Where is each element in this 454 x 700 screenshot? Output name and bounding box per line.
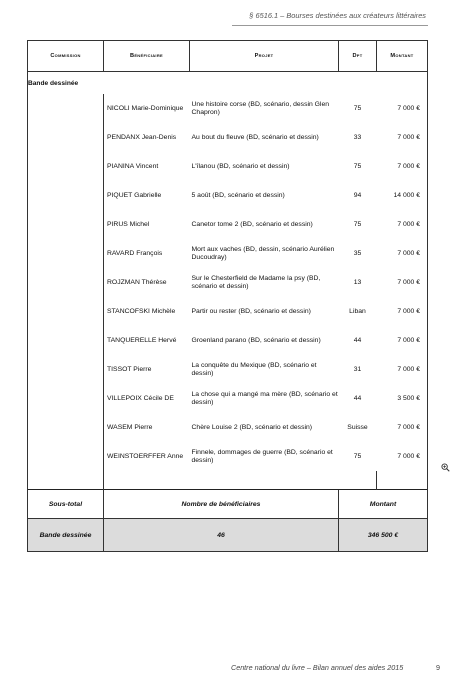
project-cell: Groenland parano (BD, scénario et dessin) [191, 336, 321, 344]
table-row [28, 210, 428, 239]
commission-cell [28, 413, 104, 442]
dpt-cell: 75 [353, 163, 362, 170]
subtotal-label: Sous-total [28, 490, 104, 519]
column-header-beneficiaire: Bénéficiaire [104, 41, 190, 72]
project-cell: Sur le Chesterfield de Madame la psy (BD, scénario et dessin) [191, 274, 321, 290]
dpt-cell: 13 [353, 279, 362, 286]
beneficiary-cell: NICOLI Marie-Dominique [107, 104, 184, 112]
amount-cell: 7 000 € [377, 268, 428, 297]
table-body [28, 72, 428, 472]
amount-cell: 7 000 € [377, 239, 428, 268]
project-cell: Partir ou rester (BD, scénario et dessin) [191, 307, 311, 315]
commission-cell [28, 181, 104, 210]
project-cell: La chose qui a mangé ma mère (BD, scénario et dessin) [191, 390, 338, 406]
commission-cell [28, 239, 104, 268]
project-cell: L'îlanou (BD, scénario et dessin) [191, 162, 290, 170]
commission-cell [28, 355, 104, 384]
amount-cell: 7 000 € [377, 94, 428, 123]
zoom-in-icon[interactable] [441, 463, 450, 472]
amount-cell: 7 000 € [377, 210, 428, 239]
table-row [28, 239, 428, 268]
column-header-montant: Montant [377, 41, 428, 72]
page-number: 9 [436, 663, 440, 672]
dpt-cell: 35 [353, 250, 362, 257]
table-row [28, 181, 428, 210]
dpt-cell: 94 [353, 192, 362, 199]
beneficiary-cell: PENDANX Jean-Denis [107, 133, 177, 141]
commission-cell [28, 384, 104, 413]
table-row [28, 268, 428, 297]
table-row [28, 442, 428, 471]
project-cell: Chère Louise 2 (BD, scénario et dessin) [191, 423, 313, 431]
column-header-dpt: Dpt [339, 41, 377, 72]
commission-cell [28, 442, 104, 471]
total-count: 46 [104, 519, 339, 552]
subtotal-header-row [28, 490, 428, 519]
dpt-cell: 44 [353, 337, 362, 344]
column-header-commission: Commission [28, 41, 104, 72]
total-row-label: Bande dessinée [28, 519, 104, 552]
project-cell: Finnele, dommages de guerre (BD, scénario et dessin) [191, 448, 333, 464]
beneficiary-cell: PIRUS Michel [107, 220, 150, 228]
category-label: Bande dessinée [28, 72, 428, 95]
beneficiary-cell: RAVARD François [107, 249, 163, 257]
table-row [28, 355, 428, 384]
project-cell: Au bout du fleuve (BD, scénario et dessin) [191, 133, 319, 141]
header-rule [232, 25, 428, 26]
amount-cell: 7 000 € [377, 442, 428, 471]
dpt-cell: 75 [353, 105, 362, 112]
beneficiary-cell: TANQUERELLE Hervé [107, 336, 177, 344]
amount-label: Montant [339, 490, 428, 519]
dpt-cell: 44 [353, 395, 362, 402]
dpt-cell: 75 [353, 221, 362, 228]
dpt-cell: 31 [353, 366, 362, 373]
beneficiary-cell: PIQUET Gabrielle [107, 191, 162, 199]
amount-cell: 7 000 € [377, 123, 428, 152]
project-cell: Canetor tome 2 (BD, scénario et dessin) [191, 220, 313, 228]
column-header-projet: Projet [190, 41, 339, 72]
commission-cell [28, 94, 104, 123]
project-cell: La conquête du Mexique (BD, scénario et dessin) [191, 361, 317, 377]
commission-cell [28, 326, 104, 355]
amount-cell: 7 000 € [377, 355, 428, 384]
category-row [28, 72, 428, 95]
beneficiary-cell: TISSOT Pierre [107, 365, 152, 373]
amount-cell: 3 500 € [377, 384, 428, 413]
amount-cell: 14 000 € [377, 181, 428, 210]
beneficiary-cell: PIANINA Vincent [107, 162, 159, 170]
dpt-cell: 75 [353, 453, 362, 460]
count-label: Nombre de bénéficiaires [104, 490, 339, 519]
beneficiary-cell: ROJZMAN Thérèse [107, 278, 167, 286]
spacer-row [28, 471, 428, 490]
project-cell: 5 août (BD, scénario et dessin) [191, 191, 285, 199]
commission-cell [28, 210, 104, 239]
commission-cell [28, 268, 104, 297]
beneficiary-cell: WEINSTOERFFER Anne [107, 452, 184, 460]
page-header: § 6516.1 – Bourses destinées aux créateurs littéraires [249, 11, 426, 20]
project-cell: Une histoire corse (BD, scénario, dessin Glen Chapron) [191, 100, 330, 116]
page-footer: Centre national du livre – Bilan annuel des aides 2015 [231, 663, 404, 672]
table-summary [28, 471, 428, 552]
table-row [28, 94, 428, 123]
commission-cell [28, 123, 104, 152]
grants-table [27, 40, 428, 552]
total-row [28, 519, 428, 552]
amount-cell: 7 000 € [377, 152, 428, 181]
table-row [28, 123, 428, 152]
dpt-cell: Suisse [347, 424, 368, 431]
beneficiary-cell: WASEM Pierre [107, 423, 153, 431]
table-row [28, 297, 428, 326]
total-amount: 346 500 € [339, 519, 428, 552]
amount-cell: 7 000 € [377, 413, 428, 442]
commission-cell [28, 297, 104, 326]
beneficiary-cell: VILLEPOIX Cécile DE [107, 394, 174, 402]
table-row [28, 384, 428, 413]
table-row [28, 413, 428, 442]
project-cell: Mort aux vaches (BD, dessin, scénario Aurélien Ducoudray) [191, 245, 335, 261]
table-row [28, 326, 428, 355]
beneficiary-cell: STANCOFSKI Michèle [107, 307, 176, 315]
table-header-row [28, 41, 428, 72]
commission-cell [28, 152, 104, 181]
dpt-cell: 33 [353, 134, 362, 141]
amount-cell: 7 000 € [377, 297, 428, 326]
dpt-cell: Liban [349, 308, 366, 315]
table-row [28, 152, 428, 181]
amount-cell: 7 000 € [377, 326, 428, 355]
